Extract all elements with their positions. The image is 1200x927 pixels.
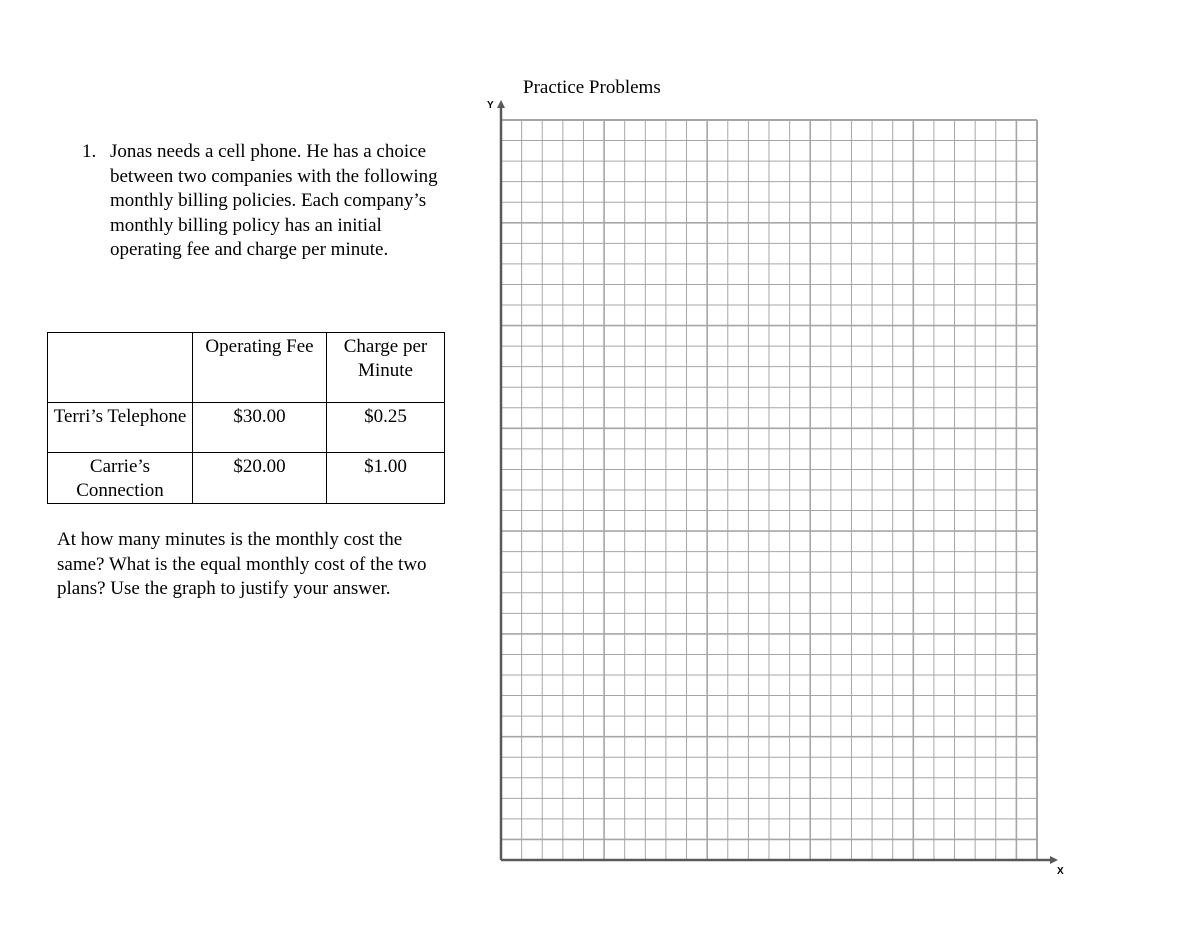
table-cell-fee: $30.00	[193, 403, 327, 453]
y-axis-arrow	[497, 100, 505, 108]
x-axis-arrow	[1050, 856, 1058, 864]
table-cell-company: Terri’s Telephone	[48, 403, 193, 453]
table-cell-fee: $20.00	[193, 453, 327, 504]
axes	[497, 100, 1058, 864]
table-cell-company: Carrie’s Connection	[48, 453, 193, 504]
y-axis-label: Y	[487, 100, 494, 111]
table-cell-charge: $0.25	[327, 403, 445, 453]
question-text: At how many minutes is the monthly cost the same? What is the equal monthly cost of the two plans? Use the graph to justify your answer.	[57, 529, 427, 599]
table-cell-charge: $1.00	[327, 453, 445, 504]
problem-number: 1.	[82, 141, 97, 162]
x-axis-label: X	[1057, 866, 1064, 877]
page-title: Practice Problems	[523, 77, 661, 98]
table-header-cell: Operating Fee	[193, 333, 327, 403]
grid-lines	[501, 120, 1037, 860]
table-header-cell: Charge per Minute	[327, 333, 445, 403]
problem-text: Jonas needs a cell phone. He has a choice between two companies with the following monthly billing policies. Each company’s monthly billing policy has an initial operating fee and charge per minute.	[110, 141, 438, 260]
